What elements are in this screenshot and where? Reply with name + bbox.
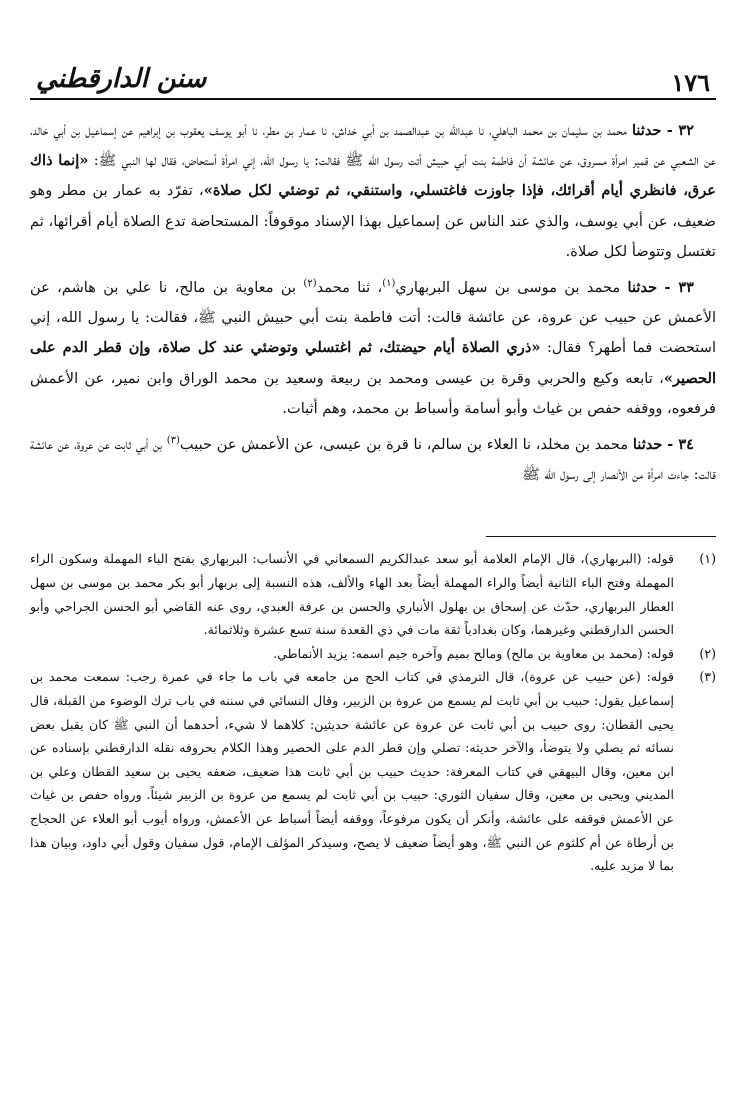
book-page bbox=[30, 62, 716, 878]
hadith-number: ٣٤ - bbox=[667, 436, 695, 454]
book-title: سنن الدارقطني bbox=[36, 64, 207, 94]
hadith-text: ، تفرّد به عمار بن مطر وهو ضعيف، عن أبي يوسف، والذي عند الناس عن إسماعيل بهذا الإسناد موقوفاً: المستحاضة تدع الصلاة أيام أقرائها، ثم تغتسل وتتوضأ لكل صلاة. bbox=[30, 182, 716, 260]
prophetic-quote: «إنما ذاك عرق، فانظري أيام أقرائك، فإذا جاوزت فاغتسلي، واستنقي، ثم توضئي لكل صلاة» bbox=[30, 152, 716, 200]
footnote-number: (٣) bbox=[699, 669, 716, 685]
hadith-text: بن معاوية بن مالح، نا علي بن هاشم، عن الأعمش عن حبيب عن عروة، عن عائشة قالت: أتت فاطمة بنت أبي حبيش النبي ﷺ، فقالت: يا رسول الله، إني استحضت فما أطهر؟ فقال: bbox=[30, 279, 716, 357]
prophetic-quote: «ذري الصلاة أيام حيضتك، ثم اغتسلي وتوضئي عند كل صلاة، وإن قطر الدم على الحصير» bbox=[30, 339, 716, 387]
footnote-ref[interactable]: (١) bbox=[382, 278, 396, 290]
footnote-text: قوله: (عن حبيب عن عروة)، قال الترمذي في كتاب الحج من جامعه في باب ما جاء في عمرة رجب: سمعت محمد بن إسماعيل يقول: حبيب بن أبي ثابت لم يسمع من عروة بن الزبير، وقال النسائي في سننه في باب ترك الوضوء من القبلة، قال يحيى القطان: روى حبيب بن أبي ثابت عن عروة عن عائشة حديثين: كلاهما لا شيء، أحدهما أن النبي ﷺ كان يقبل بعض نسائه ثم يصلي ولا يتوضأ، والآخر حديثه: تصلي وإن قطر الدم على الحصير وهذا الكلام بحروفه نقله الدارقطني بإسناده عن ابن معين، وقال البيهقي في كتاب المعرفة: حديث حبيب بن أبي ثابت هذا ضعيف، ضعفه يحيى بن سعيد القطان وعلي بن المديني ويحيى بن معين، وقال سفيان الثوري: حبيب بن أبي ثابت لم يسمع من عروة بن الزبير شيئاً. ورواه حفص بن غياث عن الأعمش فوقفه على عائشة، وأنكر أن يكون مرفوعاً، ووقفه أيضاً أسباط عن الأعمش، ورواه أيوب أبو العلاء عن الحجاج بن أرطاة عن أم كلثوم عن النبي ﷺ، وهو أيضاً ضعيف لا يصح، وسيذكر المؤلف الإمام، قول سفيان وقول أبي داود، وبيان هذا بما لا مزيد عليه. bbox=[30, 669, 674, 874]
footnote-divider bbox=[486, 536, 716, 537]
hadith-text: ، ثنا محمد bbox=[316, 279, 383, 297]
footnote-ref[interactable]: (٣) bbox=[166, 435, 180, 447]
page-header bbox=[30, 62, 716, 100]
hadith-text: محمد بن مخلد، نا العلاء بن سالم، نا قرة بن عيسى، عن الأعمش عن حبيب bbox=[179, 436, 629, 454]
hadith-34 bbox=[30, 430, 716, 490]
footnote-number: (٢) bbox=[699, 645, 716, 661]
footnote-3 bbox=[30, 665, 716, 877]
narration-keyword: حدثنا bbox=[632, 436, 663, 454]
hadith-text: بن أبي ثابت عن عروة، عن عائشة قالت: جاءت امرأة من الأنصار إلى رسول الله ﷺ bbox=[30, 436, 716, 484]
footnote-text: قوله: (البربهاري)، قال الإمام العلامة أبو سعد عبدالكريم السمعاني في الأنساب: البربهاري بفتح الباء المهملة وسكون الراء المهملة وفتح الباء الثانية أيضاً والراء المهملة أيضاً بعد الهاء والألف، هذه النسبة إلى بربهار أبو بكر محمد بن موسى بن سهل العطار البربهاري، حدّث عن إسحاق بن بهلول الأنباري والحسن بن عرفة العبدي، روى عنه القاضي أبو الحسن الجراحي وأبو الحسن الدارقطني وغيرهما، وكان بغدادياً ثقة مات في ذي القعدة سنة تسع عشرة وثلاثمائة. bbox=[30, 551, 674, 638]
footnote-text: قوله: (محمد بن معاوية بن مالح) ومالح بميم وآخره جيم اسمه: يزيد الأنماطي. bbox=[273, 645, 674, 661]
hadith-text: محمد بن موسى بن سهل البربهاري bbox=[395, 279, 621, 297]
main-text bbox=[30, 116, 716, 490]
footnote-2 bbox=[30, 642, 716, 666]
narration-keyword: حدثنا bbox=[627, 279, 658, 297]
hadith-number: ٣٣ - bbox=[664, 279, 694, 297]
narration-keyword: حدثنا bbox=[631, 122, 662, 139]
footnote-1 bbox=[30, 547, 716, 641]
hadith-33 bbox=[30, 273, 716, 424]
hadith-text: محمد بن سليمان بن محمد الباهلي، نا عبدالله بن عبدالصمد بن أبي خداش، نا عمار بن مطر، نا أبو يوسف يعقوب بن إبراهيم عن إسماعيل بن أبي خالد، عن الشعبي عن قمير امرأة مسروق، عن عائشة أن فاطمة بنت أبي حبيش أتت رسول الله ﷺ فقالت: يا رسول الله، إني امرأة أستحاض، فقال لها النبي ﷺ: bbox=[30, 122, 716, 170]
hadith-32 bbox=[30, 116, 716, 267]
footnote-number: (١) bbox=[699, 551, 716, 567]
page-number: ١٧٦ bbox=[671, 68, 710, 97]
hadith-number: ٣٢ - bbox=[666, 122, 695, 139]
footnote-ref[interactable]: (٢) bbox=[303, 278, 317, 290]
footnotes bbox=[30, 547, 716, 877]
hadith-text: ، تابعه وكيع والحربي وقرة بن عيسى ومحمد بن ربيعة وسعيد بن محمد الوراق وابن نمير، عن الأعمش فرفعوه، ووقفه حفص بن غياث وأبو أسامة وأسباط بن محمد، وهم أثبات. bbox=[30, 369, 716, 417]
